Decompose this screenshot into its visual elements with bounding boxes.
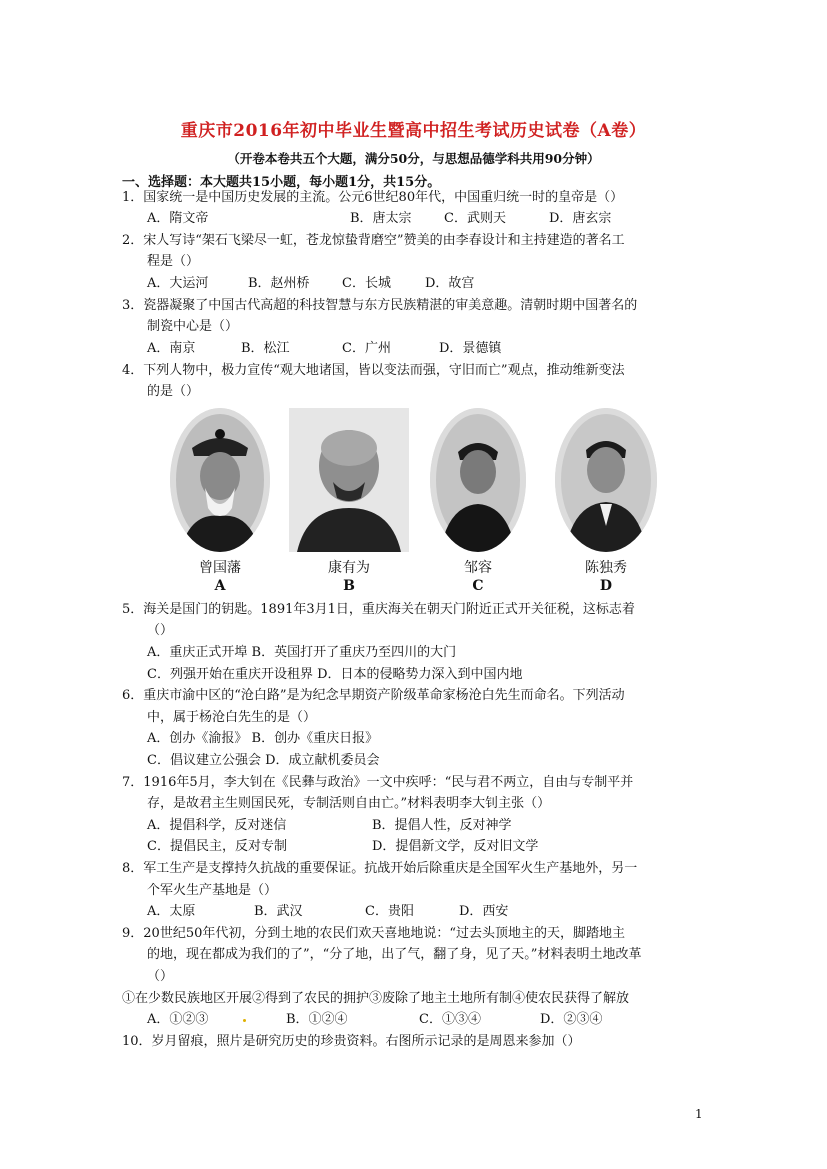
- q9-statement: ①在少数民族地区开展②得到了农民的拥护③废除了地主土地所有制④使农民获得了解放: [122, 991, 630, 1006]
- q3-option-b: B．松江: [241, 341, 290, 356]
- portrait-letter-a: A: [214, 578, 226, 594]
- q2-option-d: D．故宫: [425, 276, 475, 291]
- question-5-text-cont: （）: [147, 623, 174, 638]
- question-2-text: 2．宋人写诗“架石飞梁尽一虹，苍龙惊蛰背磨空”赞美的由李春设计和主持建造的著名工: [122, 233, 625, 248]
- q3-option-a: A．南京: [147, 341, 196, 356]
- question-7-text: 7．1916年5月，李大钊在《民彝与政治》一文中疾呼：“民与君不两立，自由与专制平并: [122, 775, 634, 790]
- question-3-text-cont: 制瓷中心是（）: [147, 319, 239, 334]
- question-2-text-cont: 程是（）: [147, 254, 200, 269]
- q3-option-d: D．景德镇: [439, 341, 502, 356]
- q8-option-d: D．西安: [459, 904, 509, 919]
- q1-option-d: D．唐玄宗: [549, 211, 612, 226]
- question-8-text-cont: 个军火生产基地是（）: [147, 883, 278, 898]
- question-9-text: 9．20世纪50年代初，分到土地的农民们欢天喜地地说：“过去头顶地主的天，脚踏地主: [122, 926, 626, 941]
- question-8-text: 8．军工生产是支撑持久抗战的重要保证。抗战开始后除重庆是全国军火生产基地外，另一: [122, 861, 638, 876]
- q2-option-c: C．长城: [342, 276, 391, 291]
- portrait-zou-rong: [430, 408, 526, 552]
- question-7-text-cont: 存，是故君主生则国民死，专制活则自由亡。”材料表明李大钊主张（）: [147, 796, 551, 811]
- portrait-letter-d: D: [599, 578, 613, 594]
- exam-title: 重庆市2016年初中毕业生暨高中招生考试历史试卷（A卷）: [180, 121, 647, 141]
- q3-option-c: C．广州: [342, 341, 391, 356]
- question-4-text: 4．下列人物中，极力宣传“观大地诸国，皆以变法而强，守旧而亡”观点，推动维新变法: [122, 363, 625, 378]
- q9-option-d: D．②③④: [540, 1012, 603, 1027]
- section-heading: 一、选择题：本大题共15小题，每小题1分，共15分。: [122, 175, 441, 190]
- q7-option-a: A．提倡科学，反对迷信: [147, 818, 287, 833]
- question-9-text-cont2: （）: [147, 969, 174, 984]
- page-number: 1: [695, 1107, 703, 1121]
- q1-option-a: A．隋文帝: [147, 211, 209, 226]
- question-4-text-cont: 的是（）: [147, 384, 200, 399]
- question-1-text: 1．国家统一是中国历史发展的主流。公元6世纪80年代，中国重归统一时的皇帝是（）: [122, 190, 624, 205]
- q1-option-b: B．唐太宗: [350, 211, 412, 226]
- q1-option-c: C．武则天: [444, 211, 506, 226]
- q7-option-b: B．提倡人性，反对神学: [372, 818, 512, 833]
- q5-options-cd: C．列强开始在重庆开设租界 D．日本的侵略势力深入到中国内地: [147, 667, 523, 682]
- question-6-text-cont: 中，属于杨沧白先生的是（）: [147, 710, 317, 725]
- portrait-zeng-guofan: [170, 408, 270, 552]
- q9-option-c: C．①③④: [419, 1012, 481, 1027]
- portrait-letter-b: B: [343, 578, 355, 594]
- portrait-chen-duxiu: [555, 408, 657, 552]
- question-6-text: 6．重庆市渝中区的“沧白路”是为纪念早期资产阶级革命家杨沧白先生而命名。下列活动: [122, 688, 625, 703]
- portrait-kang-youwei: [289, 408, 409, 552]
- portrait-name-c: 邹容: [464, 560, 492, 576]
- q9-option-b: B．①②④: [286, 1012, 348, 1027]
- exam-subtitle: （开卷本卷共五个大题，满分50分，与思想品德学科共用90分钟）: [227, 151, 600, 166]
- portrait-name-b: 康有为: [328, 560, 370, 576]
- q5-options-ab: A．重庆正式开埠 B．英国打开了重庆乃至四川的大门: [147, 645, 457, 660]
- stray-dot: [243, 1019, 246, 1022]
- question-10-text: 10．岁月留痕，照片是研究历史的珍贵资料。右图所示记录的是周恩来参加（）: [122, 1034, 581, 1049]
- q7-option-d: D．提倡新文学，反对旧文学: [372, 839, 539, 854]
- q8-option-c: C．贵阳: [365, 904, 414, 919]
- q2-option-b: B．赵州桥: [248, 276, 310, 291]
- question-3-text: 3．瓷器凝聚了中国古代高超的科技智慧与东方民族精湛的审美意趣。清朝时期中国著名的: [122, 298, 638, 313]
- question-9-text-cont: 的地，现在都成为我们的了”，“分了地，出了气，翻了身，见了天。”材料表明土地改革: [147, 947, 642, 962]
- q6-options-cd: C．倡议建立公强会 D．成立献机委员会: [147, 753, 380, 768]
- q8-option-b: B．武汉: [254, 904, 303, 919]
- portrait-letter-c: C: [472, 578, 484, 594]
- q6-options-ab: A．创办《渝报》 B．创办《重庆日报》: [147, 731, 379, 746]
- q2-option-a: A．大运河: [147, 276, 209, 291]
- q7-option-c: C．提倡民主，反对专制: [147, 839, 287, 854]
- q8-option-a: A．太原: [147, 904, 196, 919]
- portrait-name-d: 陈独秀: [585, 560, 627, 576]
- question-5-text: 5．海关是国门的钥匙。1891年3月1日，重庆海关在朝天门附近正式开关征税，这标志着: [122, 602, 635, 617]
- portrait-name-a: 曾国藩: [199, 560, 241, 576]
- q9-option-a: A．①②③: [147, 1012, 209, 1027]
